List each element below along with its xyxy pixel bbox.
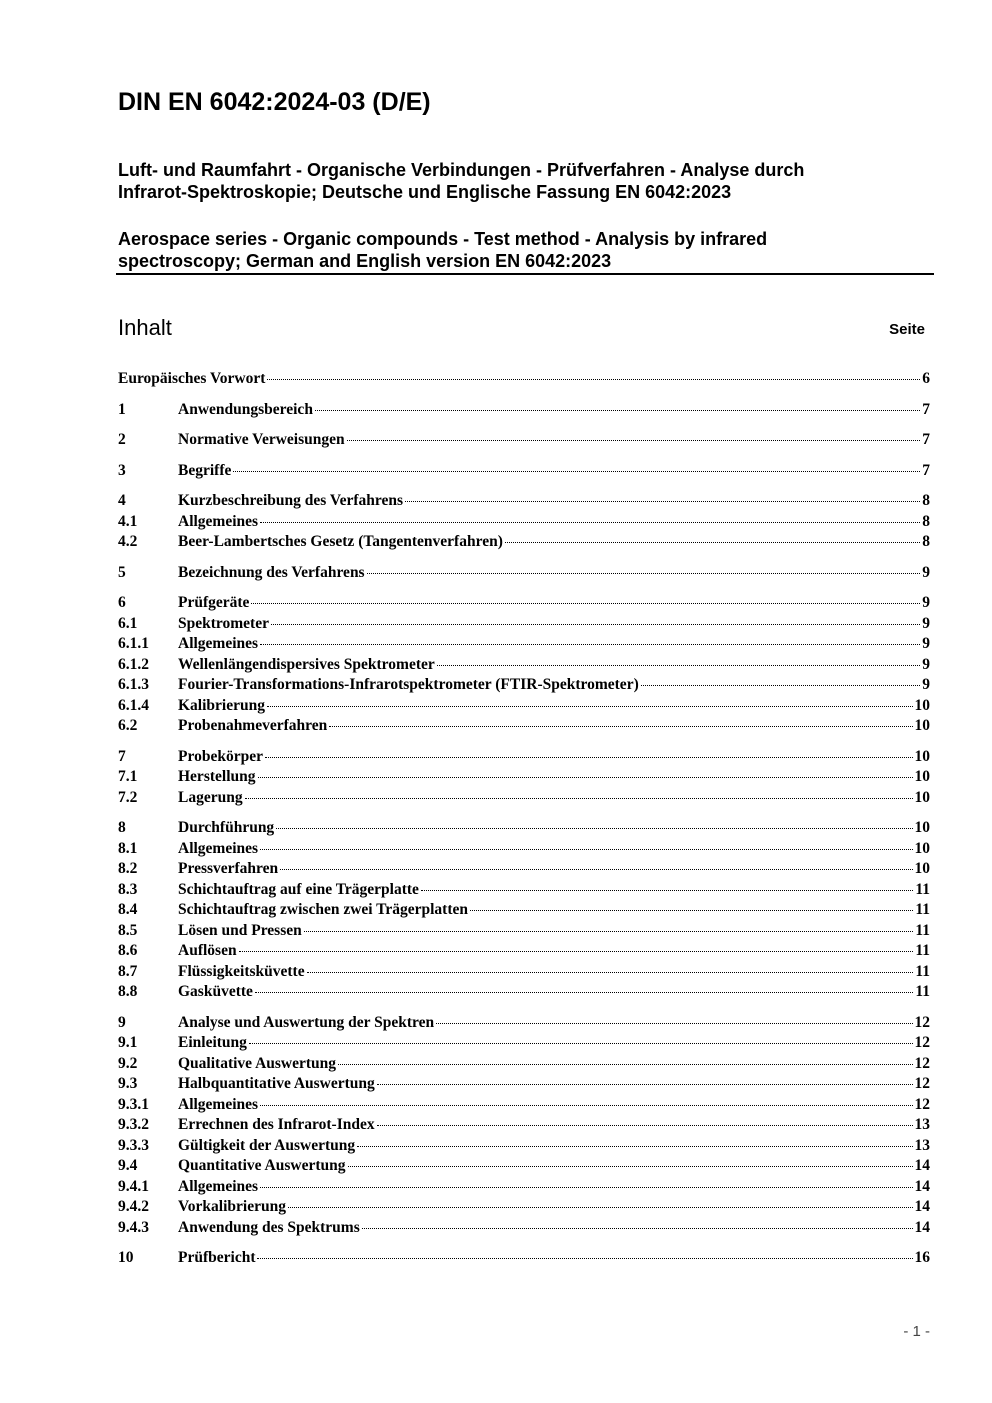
toc-dot-leader	[505, 542, 920, 543]
toc-dot-leader	[260, 522, 920, 523]
toc-entry-label: Quantitative Auswertung	[178, 1157, 346, 1174]
toc-entry-number: 9.3.1	[118, 1095, 149, 1113]
toc-entry-label: Analyse und Auswertung der Spektren	[178, 1013, 435, 1031]
toc-entry-page: 8	[922, 533, 930, 550]
toc-dot-leader	[421, 890, 913, 891]
toc-entry-number: 9.1	[118, 1034, 138, 1051]
toc-entry[interactable]	[118, 431, 930, 452]
toc-entry-number: 8	[118, 819, 126, 836]
toc-entry-page: 10	[914, 747, 930, 765]
toc-entry[interactable]	[118, 697, 930, 718]
toc-entry-label: Allgemeines	[178, 1095, 259, 1113]
toc-dot-leader	[362, 1228, 913, 1229]
toc-dot-leader	[288, 1207, 913, 1208]
toc-entry-page: 11	[915, 921, 930, 939]
toc-entry[interactable]	[118, 533, 930, 554]
toc-entry-page: 14	[914, 1198, 930, 1215]
toc-entry-page: 10	[914, 819, 930, 836]
toc-dot-leader	[245, 798, 913, 799]
toc-entry-label: Wellenlängendispersives Spektrometer	[178, 655, 435, 673]
toc-entry-label: Fourier-Transformations-Infrarotspektrometer (FTIR-Spektrometer)	[178, 676, 639, 693]
toc-entry-number: 7.1	[118, 768, 138, 785]
toc-entry-label: Allgemeines	[178, 839, 259, 857]
toc-entry-page: 13	[914, 1116, 930, 1133]
toc-group	[118, 431, 930, 452]
toc-entry-number: 9.3.3	[118, 1136, 149, 1154]
toc-entry-number: 8.2	[118, 860, 138, 877]
title-english	[118, 228, 932, 272]
toc-entry-label: Lagerung	[178, 788, 243, 806]
toc-entry-number: 6.1.3	[118, 676, 149, 693]
toc-entry-label: Errechnen des Infrarot-Index	[178, 1116, 375, 1133]
toc-group	[118, 492, 930, 554]
toc-entry-label: Gültigkeit der Auswertung	[178, 1136, 356, 1154]
toc-entry-number: 9	[118, 1013, 126, 1031]
toc-entry-label: Schichtauftrag zwischen zwei Trägerplatten	[178, 901, 469, 918]
toc-dot-leader	[260, 1105, 912, 1106]
toc-entry-page: 9	[922, 676, 930, 693]
toc-entry-page: 12	[914, 1075, 930, 1092]
toc-entry-page: 7	[922, 431, 930, 448]
toc-entry[interactable]	[118, 1096, 930, 1117]
toc-entry-number: 9.3	[118, 1075, 138, 1092]
toc-entry-page: 14	[914, 1218, 930, 1236]
toc-entry-label: Begriffe	[178, 461, 232, 479]
toc-entry-page: 6	[922, 370, 930, 387]
toc-entry-page: 13	[914, 1136, 930, 1154]
toc-entry[interactable]	[118, 1034, 930, 1055]
toc-entry-number: 6.1.2	[118, 655, 149, 673]
toc-entry-number: 8.1	[118, 839, 138, 857]
toc-entry-page: 11	[915, 880, 930, 898]
toc-dot-leader	[307, 972, 914, 973]
toc-entry[interactable]	[118, 615, 930, 636]
toc-entry-label: Kalibrierung	[178, 696, 265, 714]
toc-entry[interactable]	[118, 1219, 930, 1240]
toc-entry-number: 6.2	[118, 717, 138, 734]
toc-entry-page: 9	[922, 594, 930, 611]
toc-group	[118, 564, 930, 585]
toc-entry[interactable]	[118, 983, 930, 1004]
toc-entry-page: 12	[914, 1054, 930, 1072]
toc-entry[interactable]	[118, 1055, 930, 1076]
toc-group	[118, 594, 930, 738]
toc-dot-leader	[267, 379, 920, 380]
toc-entry-page: 10	[914, 839, 930, 857]
toc-entry[interactable]	[118, 401, 930, 422]
toc-entry-page: 10	[914, 860, 930, 877]
toc-entry-number: 1	[118, 400, 126, 418]
toc-entry-number: 9.4	[118, 1157, 138, 1174]
toc-entry[interactable]	[118, 1116, 930, 1137]
toc-entry[interactable]	[118, 513, 930, 534]
toc-dot-leader	[260, 849, 912, 850]
toc-entry[interactable]	[118, 635, 930, 656]
toc-entry-label: Allgemeines	[178, 1177, 259, 1195]
toc-dot-leader	[315, 410, 920, 411]
toc-entry-number: 8.6	[118, 942, 138, 959]
toc-entry-number: 9.4.1	[118, 1177, 149, 1195]
toc-dot-leader	[641, 685, 921, 686]
toc-entry-label: Kurzbeschreibung des Verfahrens	[178, 492, 404, 509]
toc-entry[interactable]	[118, 1014, 930, 1035]
toc-entry[interactable]	[118, 768, 930, 789]
toc-group	[118, 748, 930, 810]
toc-entry-label: Vorkalibrierung	[178, 1198, 286, 1215]
toc-entry-page: 10	[914, 768, 930, 785]
toc-page-column-label: Seite	[889, 321, 925, 338]
toc-entry-number: 8.7	[118, 962, 138, 980]
toc-entry-page: 12	[914, 1095, 930, 1113]
toc-entry[interactable]	[118, 717, 930, 738]
toc-entry-number: 3	[118, 461, 126, 479]
toc-entry-label: Einleitung	[178, 1034, 247, 1051]
toc-entry-label: Flüssigkeitsküvette	[178, 962, 305, 980]
toc-entry-label: Gasküvette	[178, 983, 253, 1000]
toc-entry-page: 10	[914, 696, 930, 714]
toc-dot-leader	[255, 992, 913, 993]
toc-entry-page: 16	[914, 1249, 930, 1266]
toc-entry-label: Anwendung des Spektrums	[178, 1218, 360, 1236]
toc-entry-number: 8.3	[118, 880, 138, 898]
toc-entry-label: Allgemeines	[178, 635, 259, 652]
toc-entry-page: 12	[914, 1013, 930, 1031]
toc-heading: Inhalt	[118, 315, 172, 340]
toc-entry[interactable]	[118, 748, 930, 769]
toc-dot-leader	[271, 624, 920, 625]
toc-entry-label: Probenahmeverfahren	[178, 717, 328, 734]
toc-dot-leader	[348, 1166, 913, 1167]
toc-entry-label: Herstellung	[178, 768, 256, 785]
toc-entry[interactable]	[118, 963, 930, 984]
toc-dot-leader	[338, 1064, 912, 1065]
title-german-line-2: Infrarot-Spektroskopie; Deutsche und Englische Fassung EN 6042:2023	[118, 182, 732, 202]
toc-dot-leader	[276, 828, 912, 829]
toc-entry-page: 11	[915, 901, 930, 918]
toc-entry-number: 6.1	[118, 614, 138, 632]
toc-entry-number: 9.2	[118, 1054, 138, 1072]
toc-entry[interactable]	[118, 860, 930, 881]
toc-dot-leader	[357, 1146, 912, 1147]
toc-entry-number: 8.8	[118, 983, 138, 1000]
toc-dot-leader	[367, 573, 921, 574]
toc-dot-leader	[280, 869, 912, 870]
toc-entry[interactable]	[118, 564, 930, 585]
toc-entry-page: 14	[914, 1177, 930, 1195]
toc-entry[interactable]	[118, 942, 930, 963]
toc-entry-number: 5	[118, 563, 126, 581]
toc-entry-label: Allgemeines	[178, 512, 259, 530]
toc-dot-leader	[329, 726, 912, 727]
toc-entry-number: 7.2	[118, 788, 138, 806]
toc-entry-label: Lösen und Pressen	[178, 921, 302, 939]
toc-entry-number: 10	[118, 1249, 134, 1266]
toc-dot-leader	[347, 440, 921, 441]
toc-entry-page: 7	[922, 461, 930, 479]
toc-entry-number: 2	[118, 431, 126, 448]
toc-entry[interactable]	[118, 840, 930, 861]
title-german	[118, 159, 932, 203]
toc-entry[interactable]	[118, 370, 930, 391]
title-german-line-1: Luft- und Raumfahrt - Organische Verbindungen - Prüfverfahren - Analyse durch	[118, 160, 805, 180]
toc-entry-page: 14	[914, 1157, 930, 1174]
toc-entry-label: Normative Verweisungen	[178, 431, 345, 448]
toc-dot-leader	[405, 501, 920, 502]
toc-entry-label: Probekörper	[178, 747, 263, 765]
toc-entry-label: Qualitative Auswertung	[178, 1054, 337, 1072]
toc-entry-number: 9.3.2	[118, 1116, 149, 1133]
toc-group	[118, 1014, 930, 1240]
toc-dot-leader	[239, 951, 914, 952]
toc-entry[interactable]	[118, 1249, 930, 1270]
title-english-line-2: spectroscopy; German and English version EN 6042:2023	[118, 251, 612, 271]
toc-entry-label: Prüfbericht	[178, 1249, 256, 1266]
toc-dot-leader	[265, 757, 913, 758]
toc-dot-leader	[377, 1084, 913, 1085]
toc-entry-page: 9	[922, 655, 930, 673]
toc-dot-leader	[267, 706, 913, 707]
toc-dot-leader	[304, 931, 914, 932]
toc-dot-leader	[437, 665, 921, 666]
toc-entry-page: 9	[922, 563, 930, 581]
toc-entry-number: 7	[118, 747, 126, 765]
toc-entry-number: 4.2	[118, 533, 138, 550]
toc-dot-leader	[249, 1043, 913, 1044]
toc-entry[interactable]	[118, 901, 930, 922]
toc-dot-leader	[258, 777, 913, 778]
toc-group	[118, 819, 930, 1004]
toc-entry-number: 4	[118, 492, 126, 509]
toc-entry[interactable]	[118, 1157, 930, 1178]
toc-entry[interactable]	[118, 1075, 930, 1096]
toc-dot-leader	[251, 603, 920, 604]
toc-entry-number: 6.1.1	[118, 635, 149, 652]
toc-dot-leader	[233, 471, 920, 472]
toc-entry-label: Durchführung	[178, 819, 275, 836]
toc-dot-leader	[257, 1258, 912, 1259]
toc-entry-number: 8.4	[118, 901, 138, 918]
toc-entry-page: 9	[922, 614, 930, 632]
toc-entry-number: 4.1	[118, 512, 138, 530]
toc-entry-label: Europäisches Vorwort	[118, 370, 266, 387]
toc-entry-page: 12	[914, 1034, 930, 1051]
toc-dot-leader	[470, 910, 913, 911]
toc-entry-number: 9.4.3	[118, 1218, 149, 1236]
toc-entry[interactable]	[118, 594, 930, 615]
toc-entry-label: Schichtauftrag auf eine Trägerplatte	[178, 880, 419, 898]
toc-entry[interactable]	[118, 1178, 930, 1199]
toc-entry[interactable]	[118, 922, 930, 943]
toc-dot-leader	[260, 1187, 912, 1188]
toc-entry-page: 10	[914, 717, 930, 734]
document-id: DIN EN 6042:2024-03 (D/E)	[118, 88, 431, 116]
toc-entry[interactable]	[118, 656, 930, 677]
toc-entry-page: 7	[922, 400, 930, 418]
toc-entry-number: 9.4.2	[118, 1198, 149, 1215]
title-english-line-1: Aerospace series - Organic compounds - Test method - Analysis by infrared	[118, 229, 768, 249]
toc-entry[interactable]	[118, 819, 930, 840]
toc-entry-label: Beer-Lambertsches Gesetz (Tangentenverfahren)	[178, 533, 503, 550]
toc-entry[interactable]	[118, 492, 930, 513]
toc-dot-leader	[377, 1125, 913, 1126]
toc-entry-number: 6	[118, 594, 126, 611]
toc-entry-page: 10	[914, 788, 930, 806]
toc-group	[118, 462, 930, 483]
toc-dot-leader	[436, 1023, 912, 1024]
toc-entry-page: 9	[922, 635, 930, 652]
toc-entry[interactable]	[118, 1198, 930, 1219]
toc-entry[interactable]	[118, 462, 930, 483]
toc-entry-page: 8	[922, 492, 930, 509]
toc-entry-label: Anwendungsbereich	[178, 400, 313, 418]
toc-entry-label: Halbquantitative Auswertung	[178, 1075, 375, 1092]
toc-entry[interactable]	[118, 789, 930, 810]
toc-entry[interactable]	[118, 881, 930, 902]
table-of-contents	[118, 370, 930, 1270]
toc-dot-leader	[260, 644, 920, 645]
toc-entry-page: 11	[915, 942, 930, 959]
toc-group	[118, 1249, 930, 1270]
toc-entry-number: 6.1.4	[118, 696, 149, 714]
toc-entry[interactable]	[118, 1137, 930, 1158]
toc-entry-label: Bezeichnung des Verfahrens	[178, 563, 365, 581]
toc-group	[118, 401, 930, 422]
toc-group	[118, 370, 930, 391]
header-rule	[116, 273, 934, 275]
toc-entry[interactable]	[118, 676, 930, 697]
toc-entry-page: 8	[922, 512, 930, 530]
page-number: - 1 -	[903, 1323, 930, 1340]
toc-entry-label: Auflösen	[178, 942, 237, 959]
toc-entry-label: Spektrometer	[178, 614, 269, 632]
toc-entry-page: 11	[915, 983, 930, 1000]
toc-entry-label: Pressverfahren	[178, 860, 279, 877]
toc-entry-page: 11	[915, 962, 930, 980]
toc-entry-label: Prüfgeräte	[178, 594, 250, 611]
toc-entry-number: 8.5	[118, 921, 138, 939]
